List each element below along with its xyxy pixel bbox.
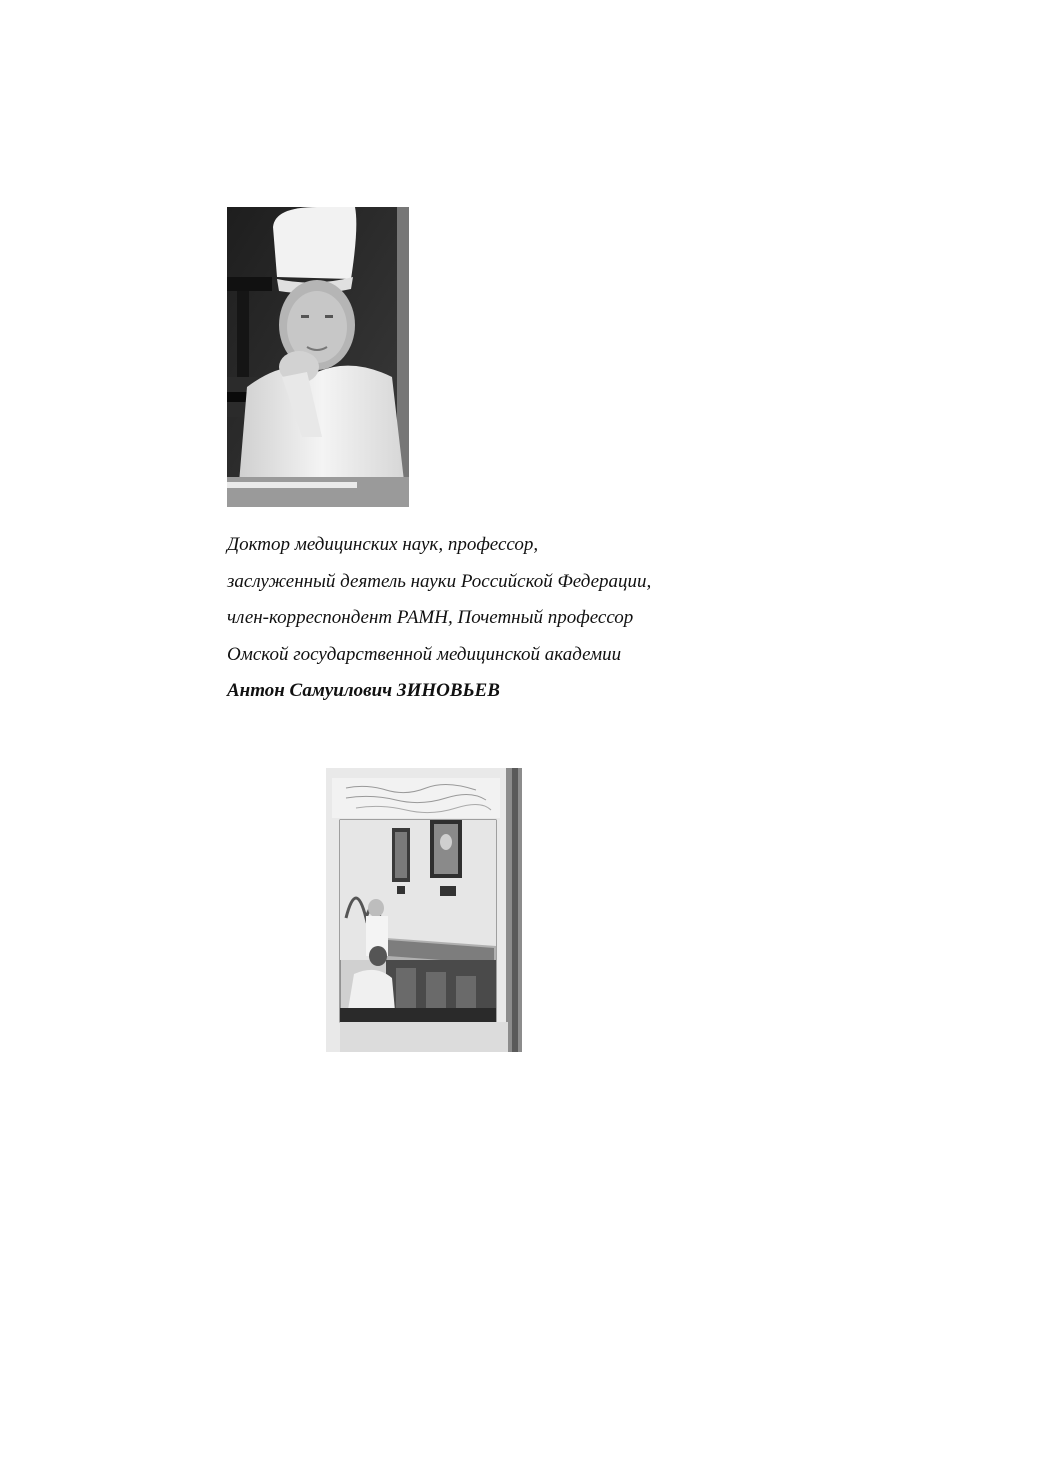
- museum-exhibit-photo: [326, 768, 522, 1052]
- portrait-photo: [227, 207, 409, 507]
- caption-line-3: член-корреспондент РАМН, Почетный профессор: [227, 607, 634, 628]
- person-name: Антон Самуилович ЗИНОВЬЕВ: [227, 680, 500, 701]
- caption-line-2: заслуженный деятель науки Российской Федерации,: [227, 570, 652, 592]
- caption-line-4: Омской государственной медицинской академии: [227, 643, 622, 665]
- caption-line-1: Доктор медицинских наук, профессор,: [227, 534, 539, 555]
- caption-block: [227, 527, 787, 710]
